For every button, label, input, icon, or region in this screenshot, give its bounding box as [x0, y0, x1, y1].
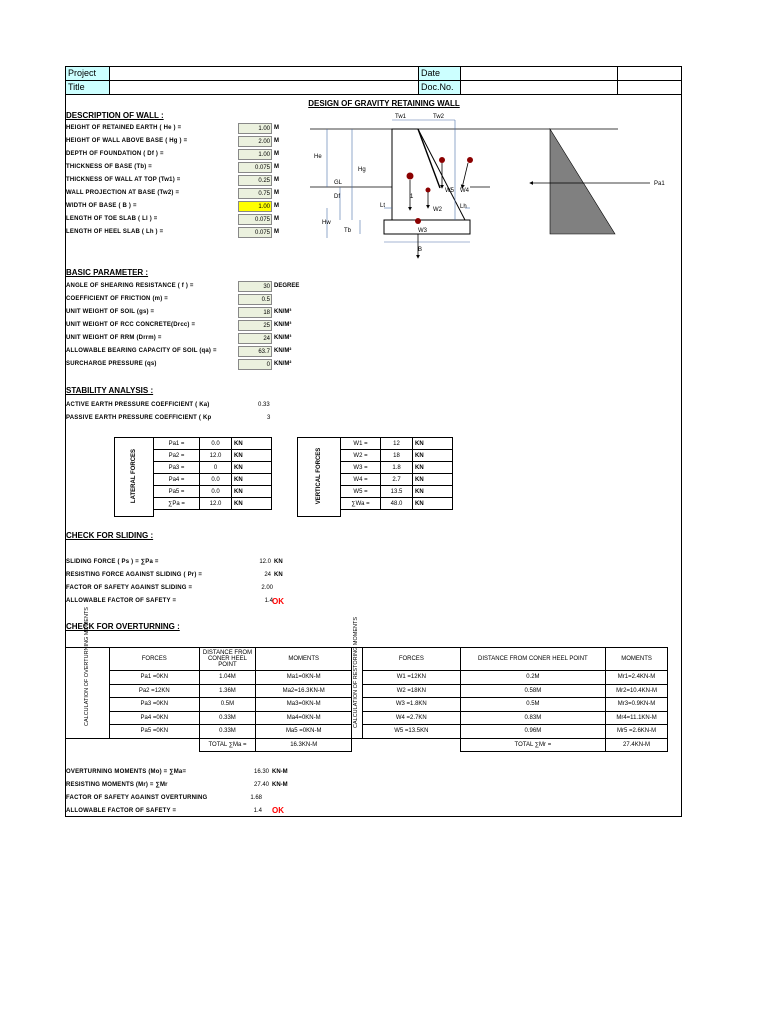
sliding-row-label: FACTOR OF SAFETY AGAINST SLIDING =: [66, 585, 193, 591]
description-row-label: DEPTH OF FOUNDATION ( Df ) =: [66, 151, 164, 157]
description-row-value[interactable]: 0.075: [238, 214, 272, 225]
description-row-value[interactable]: 2.00: [238, 136, 272, 147]
basic-row-unit: DEGREE: [274, 283, 300, 289]
moments-cell: 0.83M: [460, 711, 605, 725]
moments-cell: 0.33M: [199, 711, 256, 725]
vertical-force-value: 18: [381, 450, 413, 462]
description-row-unit: M: [274, 203, 279, 209]
diagram-label-w2: W2: [433, 207, 442, 213]
vertical-force-row: [341, 486, 453, 498]
description-row-label: LENGTH OF TOE SLAB ( Ll ) =: [66, 216, 158, 222]
moments-cell: 0.5M: [199, 698, 256, 712]
title-label: Title: [65, 80, 110, 95]
description-row-value[interactable]: 0.25: [238, 175, 272, 186]
moments-header-cell: MOMENTS: [256, 648, 352, 671]
vertical-forces-title: VERTICAL FORCES: [316, 447, 322, 505]
description-row-value[interactable]: 0.075: [238, 162, 272, 173]
moments-cell: Mr5 =2.6KN-M: [606, 725, 668, 739]
moments-cell: W3 =1.8KN: [363, 698, 461, 712]
overturning-heading: CHECK FOR OVERTURNING :: [66, 622, 180, 631]
lateral-force-value: 12.0: [200, 498, 232, 510]
description-row-unit: M: [274, 151, 279, 157]
diagram-label-w5: W5: [445, 188, 454, 194]
description-row-value[interactable]: 0.75: [238, 188, 272, 199]
description-row-unit: M: [274, 125, 279, 131]
ka-value: 0.33: [258, 402, 270, 408]
vertical-force-value: 2.7: [381, 474, 413, 486]
summary-row-label: OVERTURNING MOMENTS (Mo) = ∑Ma=: [66, 769, 187, 775]
overturning-ok-status: OK: [272, 806, 284, 815]
project-label: Project: [65, 66, 110, 81]
description-row-label: THICKNESS OF BASE (Tb) =: [66, 164, 152, 170]
header-extra-cell: [617, 66, 682, 81]
vertical-force-label: W5 =: [341, 486, 381, 498]
basic-row-value[interactable]: 0.5: [238, 294, 272, 305]
lateral-force-value: 12.0: [200, 450, 232, 462]
moments-total-spacer: [110, 738, 200, 752]
moments-total-spacer: [363, 738, 461, 752]
moments-cell: W1 =12KN: [363, 671, 461, 685]
description-row-label: WIDTH OF BASE ( B ) =: [66, 203, 137, 209]
moments-cell: Pa5 =0KN: [110, 725, 200, 739]
basic-row-value[interactable]: 24: [238, 333, 272, 344]
diagram-label-gl: GL: [334, 180, 343, 186]
moments-row: [363, 725, 668, 739]
diagram-label-w3: W3: [418, 228, 427, 234]
moments-total-value: 16.3KN-M: [256, 738, 352, 752]
moments-total-row: [110, 738, 352, 752]
summary-row-value: 27.40: [253, 782, 269, 788]
overturning-moments-title: CALCULATION OF OVERTURNING MOMENTS: [84, 607, 90, 726]
moments-cell: 1.04M: [199, 671, 256, 685]
moments-cell: Ma5 =0KN-M: [256, 725, 352, 739]
vertical-force-value: 13.5: [381, 486, 413, 498]
vertical-force-unit: KN: [413, 462, 453, 474]
vertical-force-value: 48.0: [381, 498, 413, 510]
restoring-moments-title: CALCULATION OF RESTORING MOMENTS: [353, 616, 359, 728]
description-row-label: WALL PROJECTION AT BASE (Tw2) =: [66, 190, 180, 196]
vertical-forces-table: [340, 437, 453, 510]
page-title: DESIGN OF GRAVITY RETAINING WALL: [308, 99, 460, 108]
diagram-label-tw1: Tw1: [395, 114, 407, 120]
vertical-force-label: W4 =: [341, 474, 381, 486]
date-label: Date: [418, 66, 461, 81]
diagram-label-pa1: Pa1: [654, 181, 665, 187]
moments-row: [110, 671, 352, 685]
moments-total-row: [363, 738, 668, 752]
description-heading: DESCRIPTION OF WALL :: [66, 111, 164, 120]
description-row-value[interactable]: 1.00: [238, 201, 272, 212]
lateral-force-unit: KN: [232, 462, 272, 474]
description-row-value[interactable]: 1.00: [238, 123, 272, 134]
basic-row-label: ALLOWABLE BEARING CAPACITY OF SOIL (qa) =: [66, 348, 217, 354]
moments-row: [110, 684, 352, 698]
description-row-unit: M: [274, 164, 279, 170]
diagram-label-tw2: Tw2: [433, 114, 445, 120]
moments-cell: 1.36M: [199, 684, 256, 698]
lateral-force-label: Pa1 =: [154, 438, 200, 450]
summary-row-value: 1.4: [253, 808, 262, 814]
basic-row-label: SURCHARGE PRESSURE (qs): [66, 361, 157, 367]
vertical-force-label: W2 =: [341, 450, 381, 462]
description-row-label: LENGTH OF HEEL SLAB ( Lh ) =: [66, 229, 164, 235]
diagram-label-df: Df: [334, 194, 340, 200]
moments-row: [363, 698, 668, 712]
basic-row-value[interactable]: 30: [238, 281, 272, 292]
basic-row-value[interactable]: 18: [238, 307, 272, 318]
vertical-force-label: ∑Wa =: [341, 498, 381, 510]
moments-row: [110, 698, 352, 712]
lateral-force-unit: KN: [232, 450, 272, 462]
lateral-force-label: Pa5 =: [154, 486, 200, 498]
moments-row: [110, 711, 352, 725]
sliding-row-value: 2.00: [261, 585, 273, 591]
lateral-force-row: [154, 438, 272, 450]
vertical-force-unit: KN: [413, 486, 453, 498]
basic-row-label: UNIT WEIGHT OF RRM (Drrm) =: [66, 335, 162, 341]
header-extra-cell-2: [617, 80, 682, 95]
vertical-force-label: W3 =: [341, 462, 381, 474]
basic-row-unit: KN/M³: [274, 309, 292, 315]
moments-cell: Pa3 =0KN: [110, 698, 200, 712]
project-field[interactable]: [109, 66, 419, 81]
summary-row-label: FACTOR OF SAFETY AGAINST OVERTURNING: [66, 795, 208, 801]
lateral-force-row: [154, 474, 272, 486]
lateral-forces-title: LATERAL FORCES: [131, 448, 137, 504]
basic-row-label: COEFFICIENT OF FRICTION (m) =: [66, 296, 168, 302]
moments-header-cell: DISTANCE FROM CONER HEEL POINT: [460, 648, 605, 671]
moments-cell: 0.58M: [460, 684, 605, 698]
lateral-force-value: 0.0: [200, 438, 232, 450]
moments-header-row: [110, 648, 352, 671]
moments-header-cell: FORCES: [363, 648, 461, 671]
summary-row-unit: KN-M: [272, 769, 288, 775]
sliding-row-value: 1.4: [264, 598, 273, 604]
diagram-label-b: B: [418, 247, 423, 253]
vertical-force-label: W1 =: [341, 438, 381, 450]
lateral-force-label: Pa3 =: [154, 462, 200, 474]
diagram-label-w4: W4: [460, 188, 469, 194]
description-row-unit: M: [274, 177, 279, 183]
moments-cell: Pa2 =12KN: [110, 684, 200, 698]
lateral-forces-table: [153, 437, 272, 510]
moments-row: [363, 671, 668, 685]
basic-row-unit: KN/M³: [274, 335, 292, 341]
moments-cell: Mr4=11.1KN-M: [606, 711, 668, 725]
moments-cell: Mr2=10.4KN-M: [606, 684, 668, 698]
basic-row-value[interactable]: 0: [238, 359, 272, 370]
moments-cell: W5 =13.5KN: [363, 725, 461, 739]
moments-total-label: TOTAL ∑Ma =: [199, 738, 256, 752]
moments-row: [363, 684, 668, 698]
summary-row-label: RESISTING MOMENTS (Mr) = ∑Mr: [66, 782, 168, 788]
retaining-wall-diagram: [300, 108, 680, 268]
basic-row-label: ANGLE OF SHEARING RESISTANCE ( f ) =: [66, 283, 194, 289]
lateral-force-value: 0: [200, 462, 232, 474]
description-row-unit: M: [274, 138, 279, 144]
moments-cell: Pa1 =0KN: [110, 671, 200, 685]
moments-cell: 0.2M: [460, 671, 605, 685]
lateral-force-label: Pa2 =: [154, 450, 200, 462]
sliding-row-unit: KN: [274, 559, 283, 565]
lateral-force-unit: KN: [232, 474, 272, 486]
lateral-force-row: [154, 462, 272, 474]
sliding-row-value: 12.0: [259, 559, 271, 565]
description-row-unit: M: [274, 190, 279, 196]
moments-cell: Mr3=0.9KN-M: [606, 698, 668, 712]
basic-row-label: UNIT WEIGHT OF SOIL (gs) =: [66, 309, 155, 315]
stability-heading: STABILITY ANALYSIS :: [66, 386, 154, 395]
moments-row: [363, 711, 668, 725]
vertical-force-unit: KN: [413, 498, 453, 510]
vertical-force-row: [341, 498, 453, 510]
moments-cell: Ma2=16.3KN-M: [256, 684, 352, 698]
lateral-force-unit: KN: [232, 486, 272, 498]
lateral-force-row: [154, 498, 272, 510]
sliding-row-label: RESISTING FORCE AGAINST SLIDING ( Pr) =: [66, 572, 203, 578]
moments-cell: Ma3=0KN-M: [256, 698, 352, 712]
docno-label: Doc.No.: [418, 80, 461, 95]
vertical-force-row: [341, 438, 453, 450]
lateral-force-row: [154, 486, 272, 498]
vertical-force-unit: KN: [413, 438, 453, 450]
lateral-force-unit: KN: [232, 498, 272, 510]
sliding-row-label: ALLOWABLE FACTOR OF SAFETY =: [66, 598, 177, 604]
moments-cell: 0.5M: [460, 698, 605, 712]
vertical-force-row: [341, 450, 453, 462]
lateral-force-value: 0.0: [200, 474, 232, 486]
description-row-label: HEIGHT OF WALL ABOVE BASE ( Hg ) =: [66, 138, 188, 144]
moments-total-label: TOTAL ∑Mr =: [460, 738, 605, 752]
diagram-label-hw: Hw: [322, 220, 331, 226]
moments-row: [110, 725, 352, 739]
moments-header-cell: MOMENTS: [606, 648, 668, 671]
diagram-label-hg: Hg: [358, 167, 366, 173]
description-row-unit: M: [274, 216, 279, 222]
date-field[interactable]: [460, 66, 618, 81]
summary-row-value: 1.68: [250, 795, 262, 801]
moments-cell: 0.96M: [460, 725, 605, 739]
moments-cell: Mr1=2.4KN-M: [606, 671, 668, 685]
lateral-force-label: Pa4 =: [154, 474, 200, 486]
sliding-row-value: 24: [264, 572, 271, 578]
lateral-force-label: ∑Pa =: [154, 498, 200, 510]
overturning-moments-table: [109, 647, 352, 752]
diagram-label-tb: Tb: [344, 228, 352, 234]
sliding-row-unit: KN: [274, 572, 283, 578]
kp-value: 3: [267, 415, 271, 421]
moments-header-cell: DISTANCE FROM CONER HEEL POINT: [199, 648, 256, 671]
basic-row-unit: KN/M³: [274, 322, 292, 328]
kp-label: PASSIVE EARTH PRESSURE COEFFICIENT ( Kp: [66, 415, 212, 421]
moments-header-cell: FORCES: [110, 648, 200, 671]
ka-label: ACTIVE EARTH PRESSURE COEFFICIENT ( Ka): [66, 402, 210, 408]
description-row-value[interactable]: 0.075: [238, 227, 272, 238]
diagram-label-lh: Lh: [460, 204, 467, 210]
basic-row-unit: KN/M²: [274, 361, 292, 367]
description-row-label: THICKNESS OF WALL AT TOP (Tw1) =: [66, 177, 181, 183]
description-row-value[interactable]: 1.00: [238, 149, 272, 160]
lateral-force-unit: KN: [232, 438, 272, 450]
moments-cell: W2 =18KN: [363, 684, 461, 698]
basic-heading: BASIC PARAMETER :: [66, 268, 149, 277]
title-field[interactable]: [109, 80, 419, 95]
moments-cell: Ma1=0KN-M: [256, 671, 352, 685]
vertical-force-row: [341, 474, 453, 486]
vertical-force-unit: KN: [413, 474, 453, 486]
moments-cell: W4 =2.7KN: [363, 711, 461, 725]
description-row-unit: M: [274, 229, 279, 235]
moments-total-value: 27.4KN-M: [606, 738, 668, 752]
vertical-force-unit: KN: [413, 450, 453, 462]
lateral-force-value: 0.0: [200, 486, 232, 498]
description-row-label: HEIGHT OF RETAINED EARTH ( He ) =: [66, 125, 182, 131]
diagram-label-w1: 1: [410, 194, 414, 200]
moments-cell: Ma4=0KN-M: [256, 711, 352, 725]
summary-row-label: ALLOWABLE FACTOR OF SAFETY =: [66, 808, 177, 814]
diagram-label-he: He: [314, 154, 322, 160]
lateral-force-row: [154, 450, 272, 462]
sliding-heading: CHECK FOR SLIDING :: [66, 531, 154, 540]
vertical-force-value: 1.8: [381, 462, 413, 474]
restoring-moments-table: [362, 647, 668, 752]
moments-cell: Pa4 =0KN: [110, 711, 200, 725]
sliding-ok-status: OK: [272, 597, 284, 606]
docno-field[interactable]: [460, 80, 618, 95]
basic-row-value[interactable]: 25: [238, 320, 272, 331]
basic-row-label: UNIT WEIGHT OF RCC CONCRETE(Drcc) =: [66, 322, 196, 328]
vertical-force-row: [341, 462, 453, 474]
summary-row-unit: KN-M: [272, 782, 288, 788]
moments-cell: 0.33M: [199, 725, 256, 739]
sliding-row-label: SLIDING FORCE ( Ps ) = ∑Pa =: [66, 559, 159, 565]
vertical-force-value: 12: [381, 438, 413, 450]
summary-row-value: 16.30: [253, 769, 269, 775]
basic-row-value[interactable]: 63.7: [238, 346, 272, 357]
diagram-label-lt: Lt: [380, 203, 386, 209]
moments-header-row: [363, 648, 668, 671]
basic-row-unit: KN/M²: [274, 348, 292, 354]
